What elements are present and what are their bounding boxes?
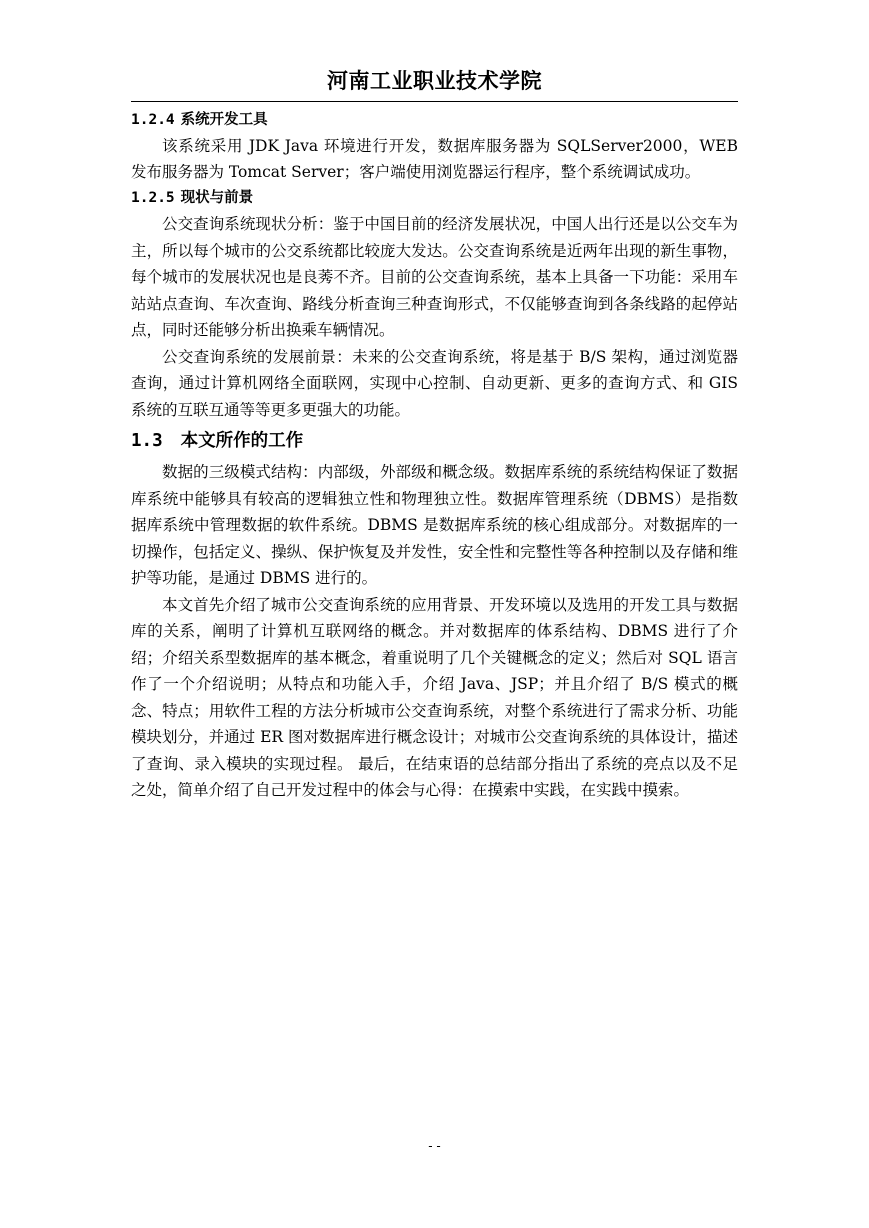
section-title: 本文所作的工作 [180,431,304,451]
paragraph-status-analysis: 公交查询系统现状分析：鉴于中国目前的经济发展状况，中国人出行还是以公交车为主，所以每个城市的公交系统都比较庞大发达。公交查询系统是近两年出现的新生事物，每个城市的发展状况也是良莠不齐。目前的公交查询系统，基本上具备一下功能：采用车站站点查询、车次查询、路线分析查询三种查询形式，不仅能够查询到各条线路的起停站点，同时还能够分析出换乘车辆情况。 [131,215,738,339]
section-title: 现状与前景 [180,190,254,206]
page-header-title: 河南工业职业技术学院 [327,69,542,93]
paragraph-thesis-overview: 本文首先介绍了城市公交查询系统的应用背景、开发环境以及选用的开发工具与数据库的关系，阐明了计算机互联网络的概念。并对数据库的体系结构、DBMS 进行了介绍；介绍关系型数据库的基本概念，着重说明了几个关键概念的定义；然后对 SQL 语言作了一个介绍说明；从特点和功能入手，介绍 Java、JSP；并且介绍了 B/S 模式的概念、特点；用软件工程的方法分析城市公交查询系统，对整个系统进行了需求分析、功能模块划分，并通过 ER 图对数据库进行概念设计；对城市公交查询系统的具体设计，描述了查询、录入模块的实现过程。 最后，在结束语的总结部分指出了系统的亮点以及不足之处，简单介绍了自己开发过程中的体会与心得：在摸索中实践，在实践中摸索。 [131,595,738,799]
header-divider [131,101,738,102]
section-number: 1.2.4 [131,112,175,128]
paragraph-dev-tools: 该系统采用 JDK Java 环境进行开发，数据库服务器为 SQLServer2000，WEB 发布服务器为 Tomcat Server；客户端使用浏览器运行程序，整个系统调试成功。 [131,137,738,181]
paragraph-prospects: 公交查询系统的发展前景：未来的公交查询系统，将是基于 B/S 架构，通过浏览器查询，通过计算机网络全面联网，实现中心控制、自动更新、更多的查询方式、和 GIS 系统的互联互通等等更多更强大的功能。 [131,347,738,419]
section-heading-1-3 [131,423,738,459]
section-title: 系统开发工具 [180,112,268,128]
section-number: 1.2.5 [131,190,175,206]
section-heading-1-2-4 [131,107,738,133]
page-footer-marker: - - [428,1139,441,1153]
paragraph-three-level-schema: 数据的三级模式结构：内部级，外部级和概念级。数据库系统的系统结构保证了数据库系统中能够具有较高的逻辑独立性和物理独立性。数据库管理系统（DBMS）是指数据库系统中管理数据的软件系统。DBMS 是数据库系统的核心组成部分。对数据库的一切操作，包括定义、操纵、保护恢复及并发性，安全性和完整性等各种控制以及存储和维护等功能，是通过 DBMS 进行的。 [131,463,738,587]
section-number: 1.3 [131,431,163,451]
section-heading-1-2-5 [131,185,738,211]
document-body [131,107,738,804]
